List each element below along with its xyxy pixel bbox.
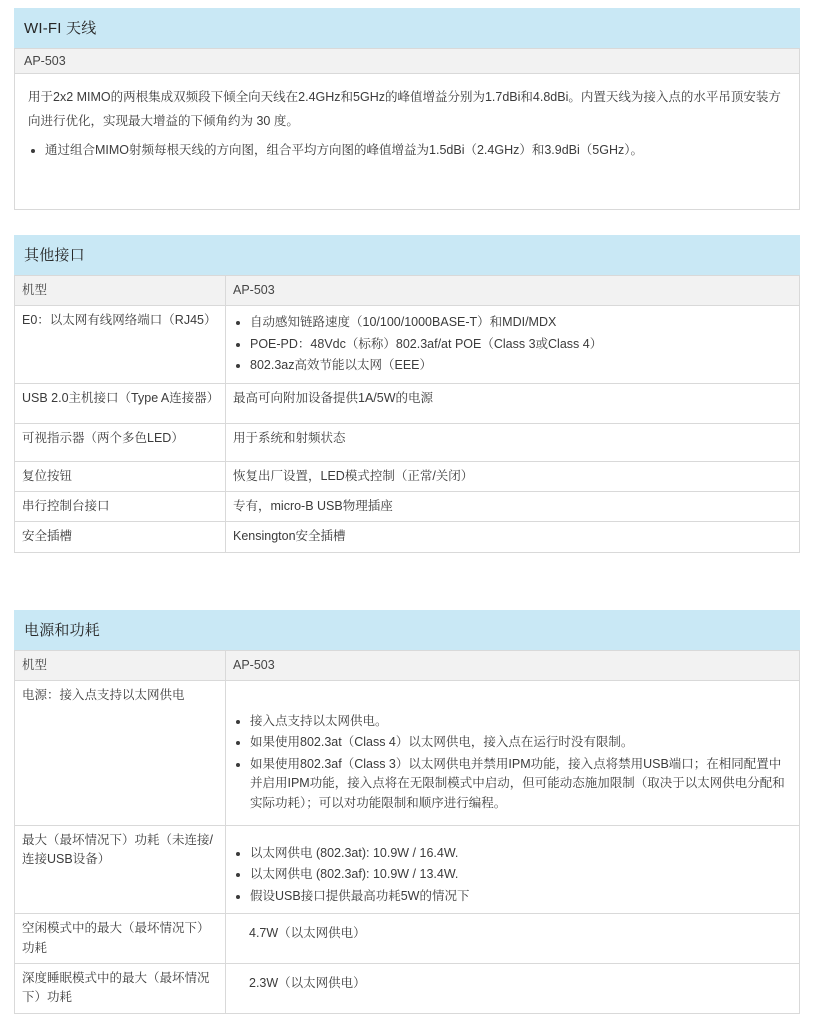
table-row-power-source — [15, 681, 800, 826]
table-row-max-consumption — [15, 826, 800, 914]
other-interfaces-table — [14, 275, 800, 553]
antenna-body — [14, 73, 800, 210]
row-label: USB 2.0主机接口（Type A连接器） — [15, 383, 226, 423]
power-consumption-table — [14, 650, 800, 1014]
list-item: • 如果使用802.3at（Class 4）以太网供电，接入点在运行时没有限制。 — [250, 733, 791, 752]
table-model-row — [15, 276, 800, 306]
row-value: 恢复出厂设置，LED模式控制（正常/关闭） — [226, 461, 800, 491]
section-header-power-consumption — [14, 610, 800, 650]
table-row-idle-consumption — [15, 914, 800, 964]
model-column-value: AP-503 — [226, 650, 800, 680]
model-row: AP-503 — [14, 48, 800, 73]
row-value — [226, 681, 800, 826]
row-label: E0：以太网有线网络端口（RJ45） — [15, 306, 226, 383]
antenna-bullet-list — [28, 140, 786, 158]
list-item: • POE-PD：48Vdc（标称）802.3af/at POE（Class 3或Class 4） — [250, 335, 791, 354]
row-label: 复位按钮 — [15, 461, 226, 491]
row-value: 最高可向附加设备提供1A/5W的电源 — [226, 383, 800, 423]
table-row-ethernet-port — [15, 306, 800, 383]
list-item: • 接入点支持以太网供电。 — [250, 712, 791, 731]
list-item: • 自动感知链路速度（10/100/1000BASE-T）和MDI/MDX — [250, 313, 791, 332]
table-row-usb — [15, 383, 800, 423]
list-item: • 假设USB接口提供最高功耗5W的情况下 — [250, 887, 791, 906]
table-row-deep-sleep-consumption — [15, 963, 800, 1013]
section-header-other-interfaces — [14, 235, 800, 275]
list-item: • 如果使用802.3af（Class 3）以太网供电并禁用IPM功能，接入点将禁用USB端口；在相同配置中并启用IPM功能，接入点将在无限制模式中启动，但可能动态施加限制（取决于以太网供电分配和实际功耗）；可以对功能限制和顺序进行编程。 — [250, 755, 791, 813]
row-label: 串行控制台接口 — [15, 491, 226, 521]
row-value: 用于系统和射频状态 — [226, 423, 800, 461]
model-column-label: 机型 — [15, 276, 226, 306]
section-wifi-antenna — [14, 8, 800, 210]
row-label: 安全插槽 — [15, 522, 226, 552]
row-value: 2.3W（以太网供电） — [226, 963, 800, 1013]
table-row-indicators — [15, 423, 800, 461]
ethernet-bullet-list — [233, 313, 791, 375]
row-value: 4.7W（以太网供电） — [226, 914, 800, 964]
row-label: 电源：接入点支持以太网供电 — [15, 681, 226, 826]
row-value — [226, 826, 800, 914]
table-row-serial-console — [15, 491, 800, 521]
section-header-wifi-antenna — [14, 8, 800, 48]
antenna-bullet: • 通过组合MIMO射频每根天线的方向图，组合平均方向图的峰值增益为1.5dBi（2.4GHz）和3.9dBi（5GHz）。 — [45, 140, 786, 158]
model-column-value: AP-503 — [226, 276, 800, 306]
section-title: 其他接口 — [24, 247, 85, 264]
table-row-security-slot — [15, 522, 800, 552]
row-value: 专有，micro-B USB物理插座 — [226, 491, 800, 521]
row-value: Kensington安全插槽 — [226, 522, 800, 552]
section-title: WI-FI 天线 — [24, 20, 97, 37]
list-item: • 802.3az高效节能以太网（EEE） — [250, 356, 791, 375]
table-row-reset-button — [15, 461, 800, 491]
row-label: 空闲模式中的最大（最坏情况下）功耗 — [15, 914, 226, 964]
model-column-label: 机型 — [15, 650, 226, 680]
section-title: 电源和功耗 — [24, 621, 101, 639]
max-consumption-bullet-list — [233, 844, 791, 906]
section-other-interfaces — [14, 235, 800, 553]
table-model-row — [15, 650, 800, 680]
list-item: • 以太网供电 (802.3at): 10.9W / 16.4W. — [250, 844, 791, 863]
row-label: 最大（最坏情况下）功耗（未连接/连接USB设备） — [15, 826, 226, 914]
row-label: 可视指示器（两个多色LED） — [15, 423, 226, 461]
power-bullet-list — [233, 712, 791, 813]
antenna-paragraph: 用于2x2 MIMO的两根集成双频段下倾全向天线在2.4GHz和5GHz的峰值增益分别为1.7dBi和4.8dBi。内置天线为接入点的水平吊顶安装方向进行优化，实现最大增益的下倾角约为 30 度。 — [28, 90, 781, 128]
list-item: • 以太网供电 (802.3af): 10.9W / 13.4W. — [250, 865, 791, 884]
row-label: 深度睡眠模式中的最大（最坏情况下）功耗 — [15, 963, 226, 1013]
section-power-consumption — [14, 610, 800, 1014]
row-value — [226, 306, 800, 383]
